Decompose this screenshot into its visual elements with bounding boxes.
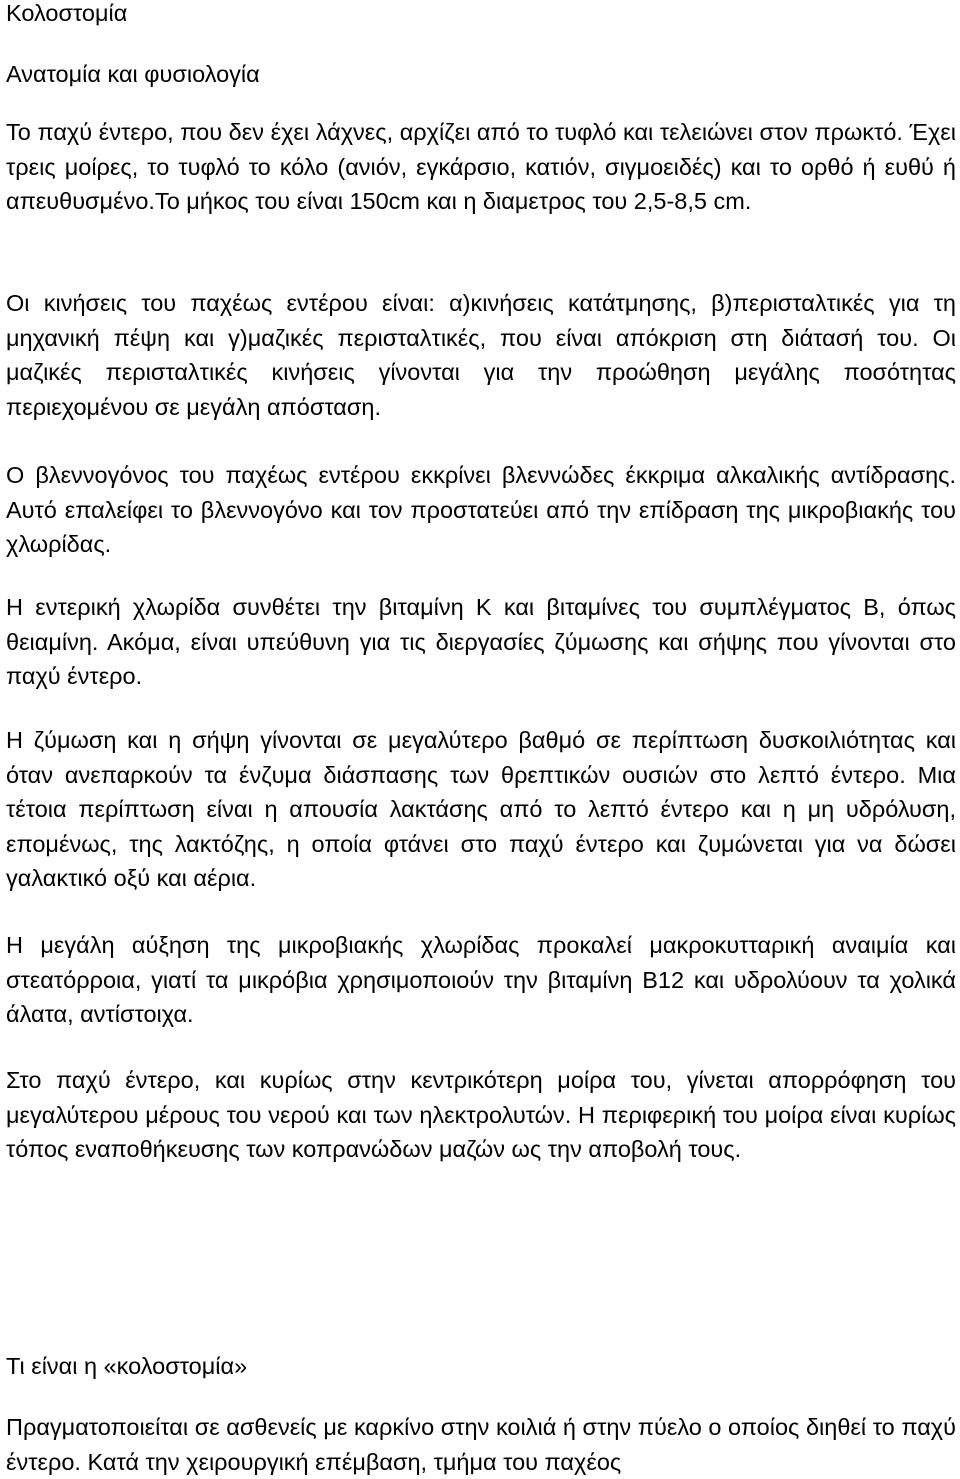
paragraph-intestinal-movements: Οι κινήσεις του παχέως εντέρου είναι: α)κινήσεις κατάτμησης, β)περισταλτικές για τη μηχανική πέψη και γ)μαζικές περισταλτικές, που είναι απόκριση στη διάτασή του. Οι μαζικές περισταλτικές κινήσεις γίνονται για την προώθηση μεγάλης ποσότητας περιεχομένου σε μεγάλη απόσταση. bbox=[6, 290, 956, 420]
section-heading-anatomy: Ανατομία και φυσιολογία bbox=[6, 61, 260, 87]
section-heading-what-is-colostomy: Τι είναι η «κολοστομία» bbox=[6, 1353, 248, 1379]
paragraph-large-intestine-structure: Το παχύ έντερο, που δεν έχει λάχνες, αρχίζει από το τυφλό και τελειώνει στον πρωκτό. Έχει τρεις μοίρες, το τυφλό το κόλο (ανιόν, εγκάρσιο, κατιόν, σιγμοειδές) και το ορθό ή ευθύ ή απευθυσμένο.Το μήκος του είναι 150cm και η διαμετρος του 2,5-8,5 cm. bbox=[6, 119, 956, 215]
document-title: Κολοστομία bbox=[6, 0, 128, 26]
paragraph-mucosa: Ο βλεννογόνος του παχέως εντέρου εκκρίνει βλεννώδες έκκριμα αλκαλικής αντίδρασης. Αυτό επαλείφει το βλεννογόνο και τον προστατεύει από την επίδραση της μικροβιακής του χλωρίδας. bbox=[6, 462, 956, 558]
paragraph-absorption: Στο παχύ έντερο, και κυρίως στην κεντρικότερη μοίρα του, γίνεται απορρόφηση του μεγαλύτερου μέρους του νερού και των ηλεκτρολυτών. Η περιφερική του μοίρα είναι κυρίως τόπος εναποθήκευσης των κοπρανώδων μαζών ως την αποβολή τους. bbox=[6, 1067, 956, 1163]
paragraph-microbial-growth: Η μεγάλη αύξηση της μικροβιακής χλωρίδας προκαλεί μακροκυτταρική αναιμία και στεατόρροια, γιατί τα μικρόβια χρησιμοποιούν την βιταμίνη Β12 και υδρολύουν τα χολικά άλατα, αντίστοιχα. bbox=[6, 932, 956, 1028]
paragraph-colostomy-description: Πραγματοποιείται σε ασθενείς με καρκίνο στην κοιλιά ή στην πύελο ο οποίος διηθεί το παχύ έντερο. Κατά την χειρουργική επέμβαση, τμήμα του παχέος bbox=[6, 1414, 956, 1475]
paragraph-intestinal-flora: Η εντερική χλωρίδα συνθέτει την βιταμίνη Κ και βιταμίνες του συμπλέγματος Β, όπως θειαμίνη. Ακόμα, είναι υπεύθυνη για τις διεργασίες ζύμωσης και σήψης που γίνονται στο παχύ έντερο. bbox=[6, 594, 956, 690]
paragraph-fermentation: Η ζύμωση και η σήψη γίνονται σε μεγαλύτερο βαθμό σε περίπτωση δυσκοιλιότητας και όταν ανεπαρκούν τα ένζυμα διάσπασης των θρεπτικών ουσιών στο λεπτό έντερο. Μια τέτοια περίπτωση είναι η απουσία λακτάσης από το λεπτό έντερο και η μη υδρόλυση, επομένως, της λακτόζης, η οποία φτάνει στο παχύ έντερο και ζυμώνεται για να δώσει γαλακτικό οξύ και αέρια. bbox=[6, 727, 956, 892]
